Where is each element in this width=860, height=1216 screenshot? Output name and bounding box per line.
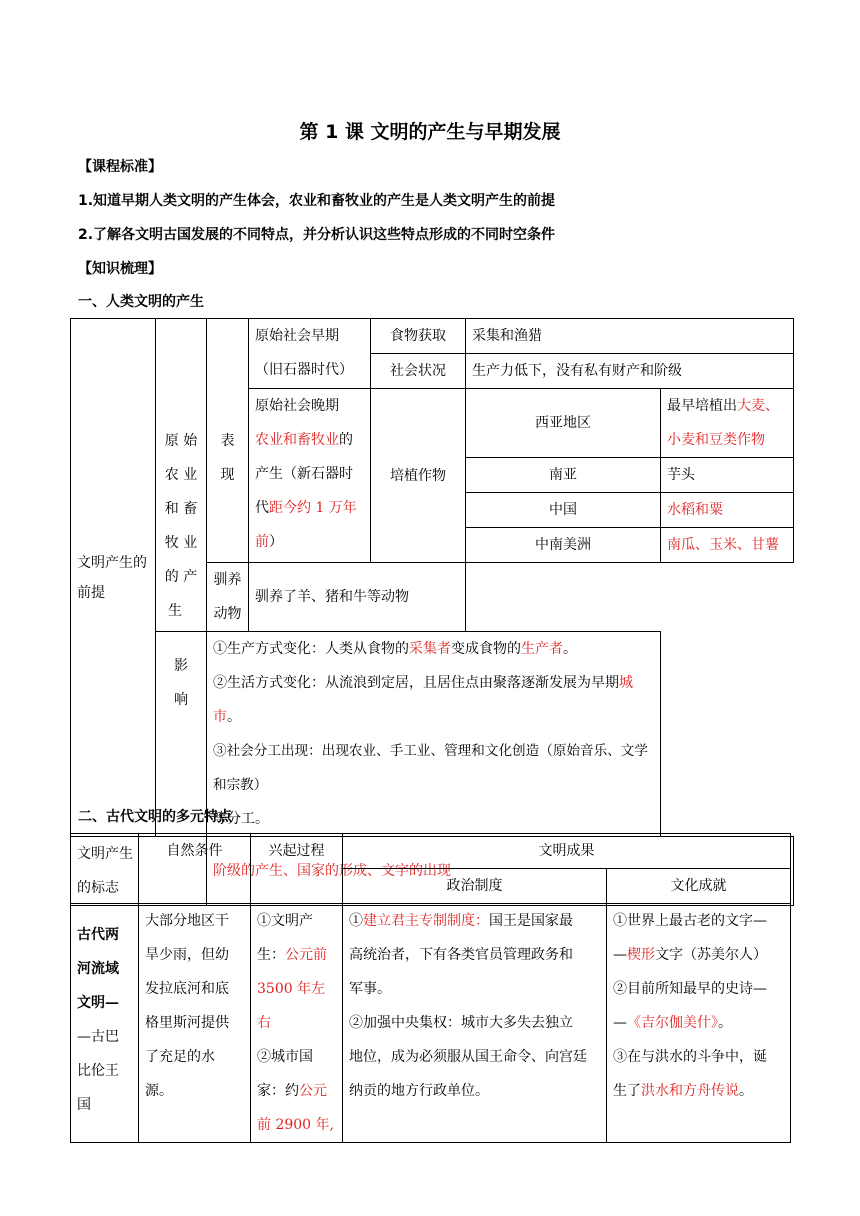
cul-6-b: 。 (739, 1083, 753, 1099)
impact-1-a: ①生产方式变化：人类从食物的 (213, 641, 409, 657)
crop-1-red-a: 大麦、 (737, 398, 779, 414)
pol-1-b: 国王是国家最 (489, 913, 573, 929)
late-line-1: 原始社会晚期 (255, 398, 339, 414)
crop-china: 水稻和粟 (661, 493, 794, 528)
region-central-south-america: 中南美洲 (466, 528, 661, 563)
culture-cell (607, 904, 791, 1143)
cul-5: ③在与洪水的斗争中，诞 (613, 1049, 767, 1065)
agri-line-6: 生 (168, 603, 182, 619)
society-label: 社会状况 (371, 354, 466, 389)
civ-name-6: 国 (77, 1097, 91, 1113)
civ-name-cell (71, 904, 139, 1143)
politics-cell (343, 904, 607, 1143)
late-line-2-red: 农业和畜牧业 (255, 432, 339, 448)
region-china: 中国 (466, 493, 661, 528)
late-line-4-black: 代 (255, 500, 269, 516)
cul-6-a: 生了 (613, 1083, 641, 1099)
heading-ancient-diversity: 二、古代文明的多元特点 (78, 809, 232, 825)
agri-line-4: 牧 业 (164, 535, 198, 551)
pol-2: 高统治者，下有各类官员管理政务和 (349, 947, 573, 963)
rise-5: ②城市国 (257, 1049, 313, 1065)
cell-biaoxian (207, 319, 249, 563)
section-knowledge: 【知识梳理】 (78, 261, 162, 277)
rise-7-red: 前 2900 年, (257, 1117, 334, 1133)
header-politics: 政治制度 (343, 869, 607, 904)
heading-civilization-origin: 一、人类文明的产生 (78, 294, 204, 310)
agri-line-1: 原 始 (164, 433, 198, 449)
nat-3: 发拉底河和底 (145, 981, 229, 997)
crop-central-south-america: 南瓜、玉米、甘薯 (661, 528, 794, 563)
pol-1-a: ① (349, 913, 363, 929)
impact-2-b: 。 (227, 709, 241, 725)
impact-2-a: ②生活方式变化：从流浪到定居，且居住点由聚落逐渐发展为早期 (213, 675, 619, 691)
early-line-2: （旧石器时代） (255, 362, 353, 378)
civ-name-3: 文明— (77, 995, 119, 1011)
sign-label-2: 的标志 (77, 880, 119, 896)
animal-value: 驯养了羊、猪和牛等动物 (249, 563, 466, 632)
cul-4-b: 。 (718, 1015, 732, 1031)
header-culture: 文化成就 (607, 869, 791, 904)
late-line-3: 产生（新石器时 (255, 466, 353, 482)
rise-6-red: 公元 (299, 1083, 327, 1099)
civ-name-2: 河流域 (77, 961, 119, 977)
nat-6: 源。 (145, 1083, 173, 1099)
impact-1-red-b: 生产者 (521, 641, 563, 657)
rise-1: ①文明产 (257, 913, 313, 929)
impact-1-red-a: 采集者 (409, 641, 451, 657)
header-rise: 兴起过程 (251, 834, 343, 904)
cul-1: ①世界上最古老的文字— (613, 913, 767, 929)
cell-premise (71, 319, 156, 837)
cul-6-red: 洪水和方舟传说 (641, 1083, 739, 1099)
pol-3: 军事。 (349, 981, 391, 997)
cell-late-society (249, 389, 371, 563)
impact-label-1: 影 (174, 658, 188, 674)
impact-4: 等分工。 (213, 811, 269, 827)
header-achievements: 文明成果 (343, 834, 791, 869)
standard-item-1: 1.知道早期人类文明的产生体会，农业和畜牧业的产生是人类文明产生的前提 (78, 193, 556, 209)
biaoxian-label: 表 现 (220, 433, 235, 483)
agri-line-5: 的 产 (164, 569, 198, 585)
table-ancient-civilizations (70, 833, 791, 1143)
region-south-asia: 南亚 (466, 458, 661, 493)
pol-5: 地位，成为必须服从国王命令、向宫廷 (349, 1049, 587, 1065)
society-value: 生产力低下，没有私有财产和阶级 (466, 354, 794, 389)
cul-2-red: 楔形 (627, 947, 655, 963)
rise-3-red: 3500 年左 (257, 981, 326, 997)
cul-2-b: 文字（苏美尔人） (655, 947, 767, 963)
sign-value: 阶级的产生、国家的形成、文字的出现 (207, 837, 794, 906)
food-value: 采集和渔猎 (466, 319, 794, 354)
civ-name-5: 比伦王 (77, 1063, 119, 1079)
crop-1-red-b: 小麦和豆类作物 (667, 432, 765, 448)
rise-4-red: 右 (257, 1015, 271, 1031)
cell-agri-origin (156, 319, 207, 632)
nat-4: 格里斯河提供 (145, 1015, 229, 1031)
cell-early-society (249, 319, 371, 389)
cul-2-a: — (613, 947, 627, 963)
cul-3: ②目前所知最早的史诗— (613, 981, 767, 997)
food-label: 食物获取 (371, 319, 466, 354)
rise-6-black: 家：约 (257, 1083, 299, 1099)
civ-name-1: 古代两 (77, 927, 119, 943)
impact-1-c: 。 (563, 641, 577, 657)
standard-item-2: 2.了解各文明古国发展的不同特点，并分析认识这些特点形成的不同时空条件 (78, 227, 556, 243)
pol-1-red: 建立君主专制制度： (363, 913, 489, 929)
early-line-1: 原始社会早期 (255, 328, 339, 344)
civ-name-4: —古巴 (77, 1029, 119, 1045)
crop-west-asia (661, 389, 794, 458)
crops-label: 培植作物 (371, 389, 466, 563)
nat-1: 大部分地区干 (145, 913, 229, 929)
late-line-4-red: 距今约 1 万年 (269, 500, 357, 516)
header-blank (71, 834, 139, 904)
rise-2-red: 公元前 (285, 947, 327, 963)
region-west-asia: 西亚地区 (466, 389, 661, 458)
agri-line-3: 和 畜 (164, 501, 198, 517)
crop-1-black: 最早培植出 (667, 398, 737, 414)
premise-label: 文明产生的前提 (77, 554, 147, 601)
cul-4-a: — (613, 1015, 627, 1031)
late-line-5-red: 前 (255, 534, 269, 550)
nat-2: 旱少雨，但幼 (145, 947, 229, 963)
natural-cell (139, 904, 251, 1143)
impact-label-2: 响 (174, 692, 188, 708)
cul-4-red: 《吉尔伽美什》 (627, 1015, 718, 1031)
pol-6: 纳贡的地方行政单位。 (349, 1083, 489, 1099)
late-line-2-black: 的 (339, 432, 353, 448)
rise-2-black: 生： (257, 947, 285, 963)
rise-cell (251, 904, 343, 1143)
sign-label-1: 文明产生 (77, 846, 133, 862)
impact-3: ③社会分工出现：出现农业、手工业、管理和文化创造（原始音乐、文学和宗教） (213, 743, 648, 793)
late-line-5-black: ） (269, 534, 283, 550)
crop-south-asia: 芋头 (661, 458, 794, 493)
pol-4: ②加强中央集权：城市大多失去独立 (349, 1015, 573, 1031)
impact-1-b: 变成食物的 (451, 641, 521, 657)
header-natural: 自然条件 (139, 834, 251, 904)
cell-impact-content (207, 632, 661, 837)
agri-line-2: 农 业 (164, 467, 198, 483)
section-course-standard: 【课程标准】 (78, 159, 162, 175)
nat-5: 了充足的水 (145, 1049, 215, 1065)
impact-2-red: 城市 (213, 675, 633, 725)
animal-label: 驯养动物 (207, 563, 249, 632)
page-title: 第 1 课 文明的产生与早期发展 (299, 121, 561, 143)
